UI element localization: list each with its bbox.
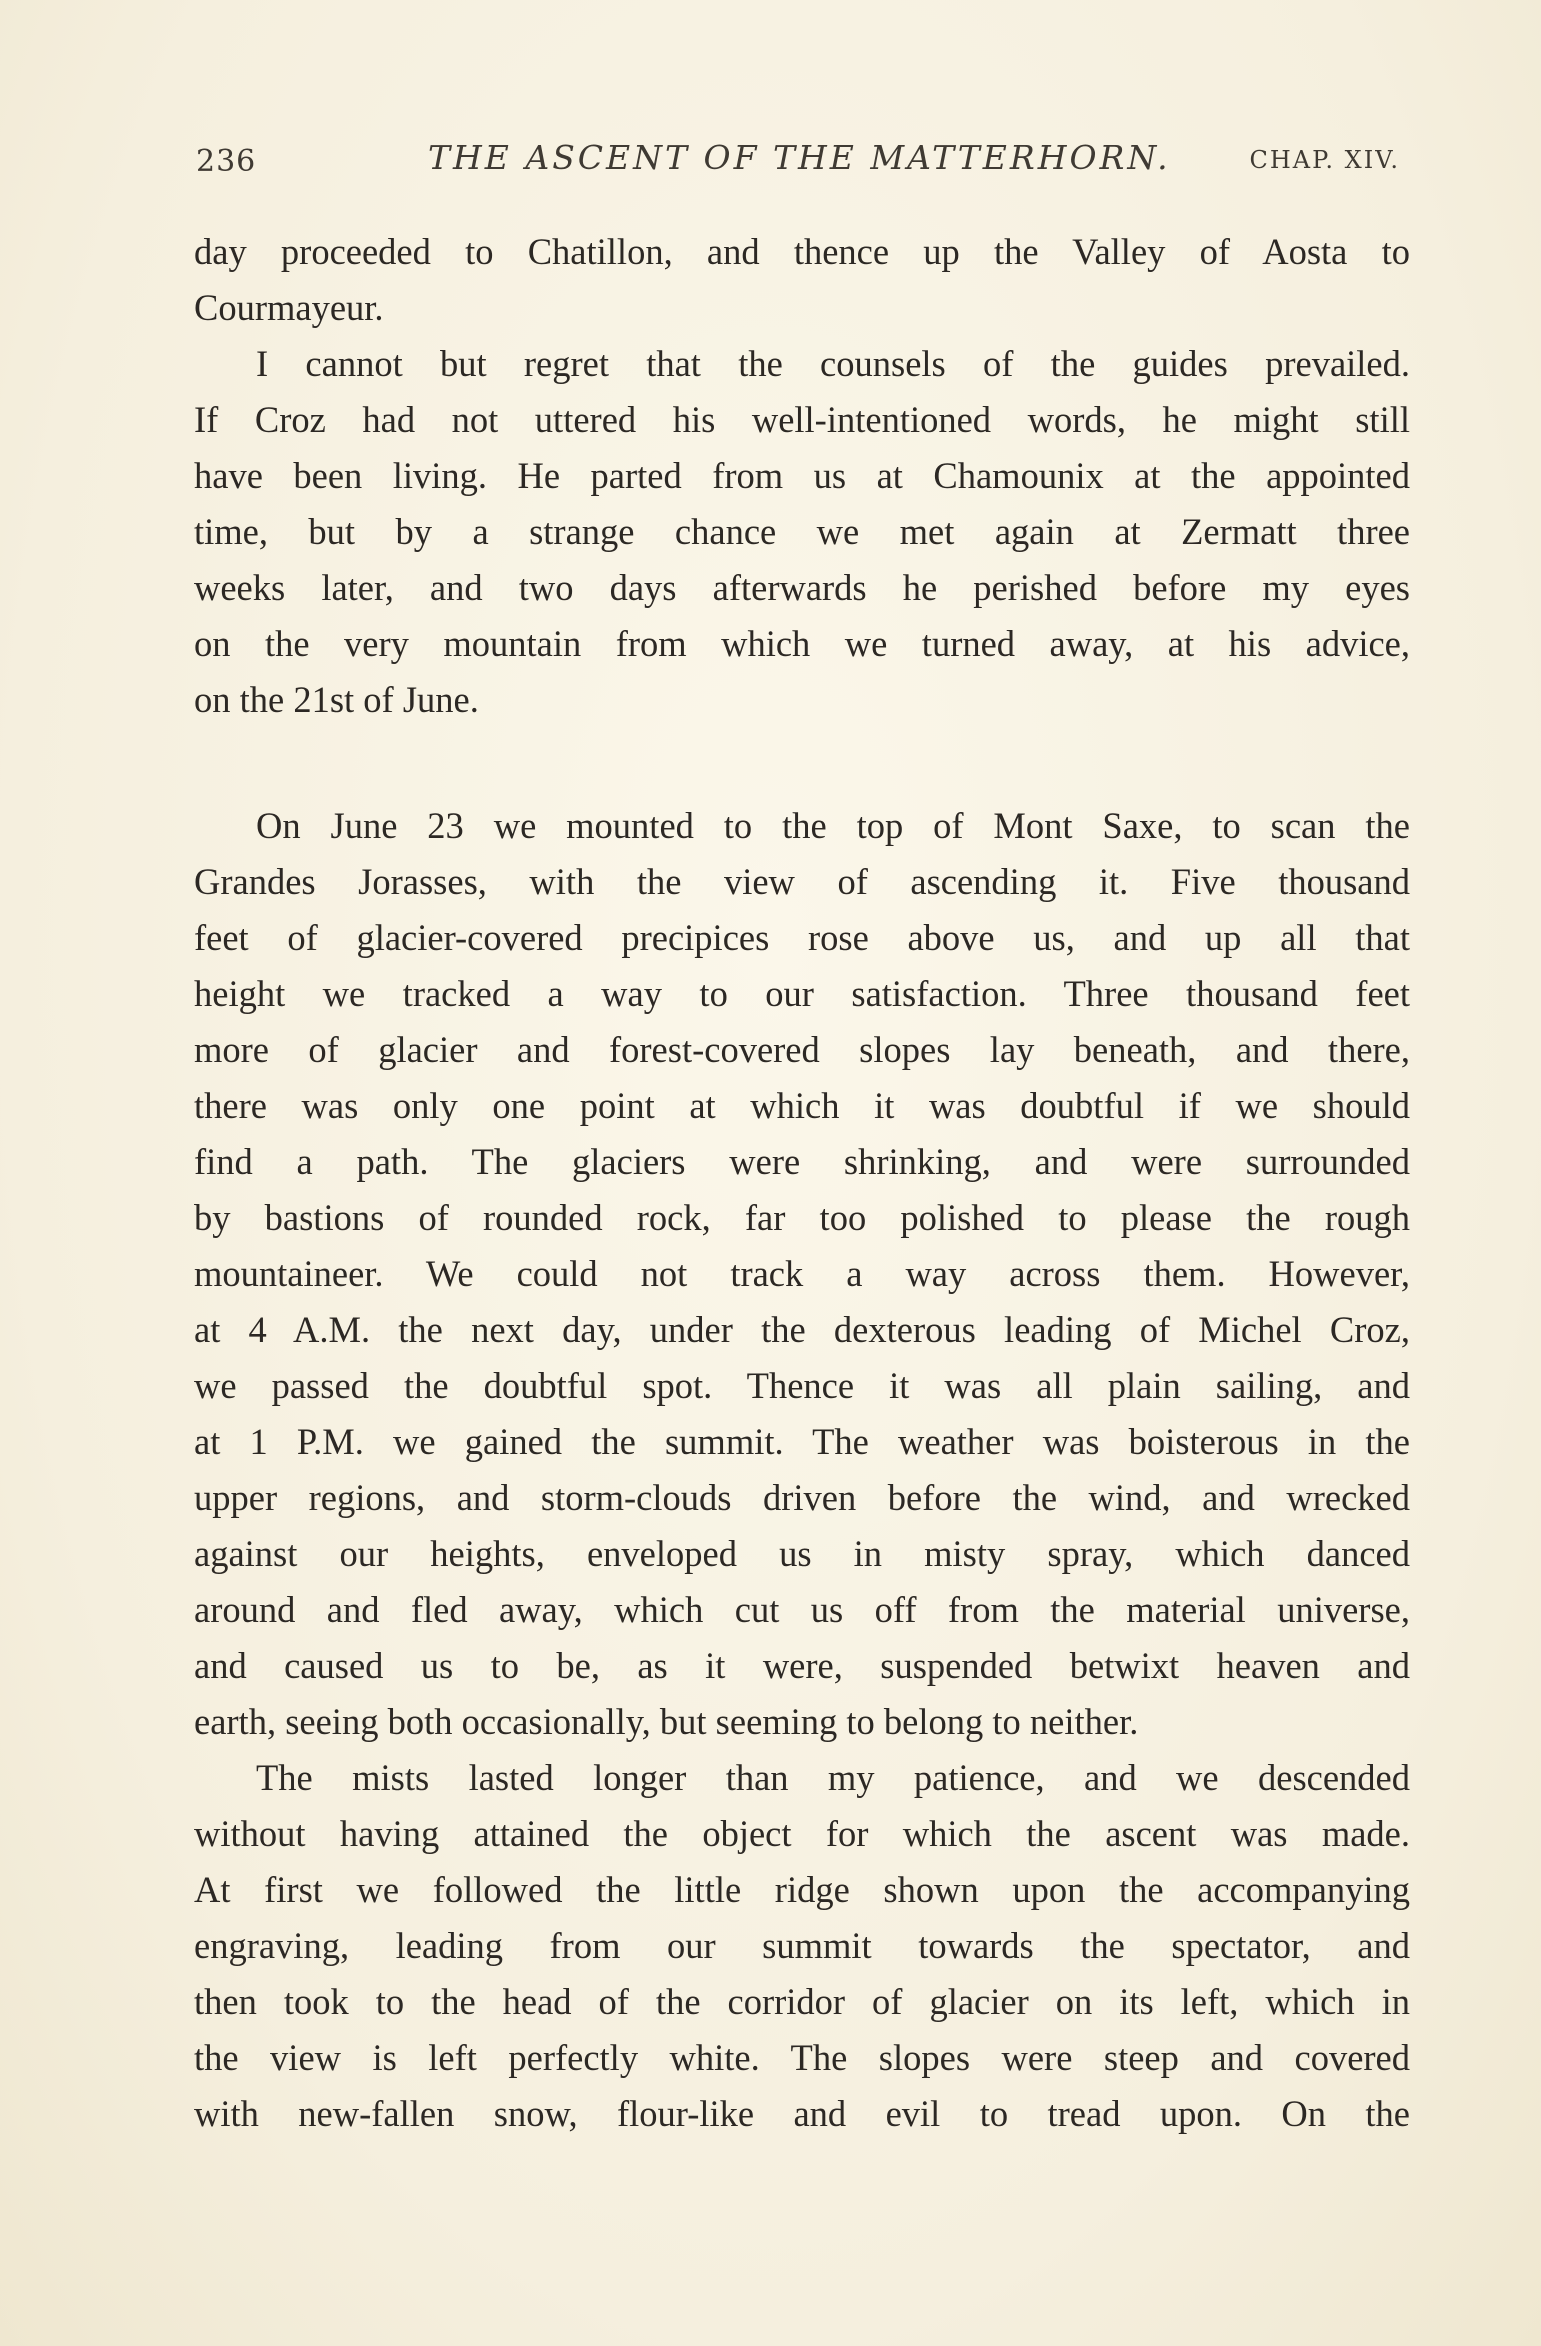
text-line: then took to the head of the corridor of glacier on its left, which in bbox=[194, 1981, 1410, 2022]
text-line: time, but by a strange chance we met again at Zermatt three bbox=[194, 511, 1410, 552]
text-line: day proceeded to Chatillon, and thence up the Valley of Aosta to bbox=[194, 231, 1410, 272]
text-line: I cannot but regret that the counsels of the guides prevailed. bbox=[256, 343, 1410, 384]
text-line: At first we followed the little ridge shown upon the accompanying bbox=[194, 1869, 1410, 1910]
text-line: by bastions of rounded rock, far too polished to please the rough bbox=[194, 1197, 1410, 1238]
chapter-label: CHAP. XIV. bbox=[1249, 146, 1400, 174]
text-line: without having attained the object for which the ascent was made. bbox=[194, 1813, 1410, 1854]
text-line: around and fled away, which cut us off from the material universe, bbox=[194, 1589, 1410, 1630]
paragraph-2 bbox=[194, 336, 1410, 728]
text-line: find a path. The glaciers were shrinking, and were surrounded bbox=[194, 1141, 1410, 1182]
text-line: engraving, leading from our summit towards the spectator, and bbox=[194, 1925, 1410, 1966]
text-line: on the 21st of June. bbox=[194, 679, 479, 720]
text-line: on the very mountain from which we turned away, at his advice, bbox=[194, 623, 1410, 664]
text-line: mountaineer. We could not track a way across them. However, bbox=[194, 1253, 1410, 1294]
paragraph-3 bbox=[194, 798, 1410, 1750]
paragraph-1 bbox=[194, 224, 1410, 336]
paragraph-4 bbox=[194, 1750, 1410, 2142]
text-line: weeks later, and two days afterwards he perished before my eyes bbox=[194, 567, 1410, 608]
page-number: 236 bbox=[196, 144, 257, 179]
text-line: at 4 A.M. the next day, under the dexterous leading of Michel Croz, bbox=[194, 1309, 1410, 1350]
running-header bbox=[196, 138, 1408, 188]
text-line: On June 23 we mounted to the top of Mont Saxe, to scan the bbox=[256, 805, 1410, 846]
text-line: have been living. He parted from us at Chamounix at the appointed bbox=[194, 455, 1410, 496]
text-line: with new-fallen snow, flour-like and evil to tread upon. On the bbox=[194, 2093, 1410, 2134]
text-line: the view is left perfectly white. The slopes were steep and covered bbox=[194, 2037, 1410, 2078]
text-line: Grandes Jorasses, with the view of ascending it. Five thousand bbox=[194, 861, 1410, 902]
text-line: and caused us to be, as it were, suspended betwixt heaven and bbox=[194, 1645, 1410, 1686]
text-line: height we tracked a way to our satisfaction. Three thousand feet bbox=[194, 973, 1410, 1014]
text-line: there was only one point at which it was doubtful if we should bbox=[194, 1085, 1410, 1126]
text-line: we passed the doubtful spot. Thence it was all plain sailing, and bbox=[194, 1365, 1410, 1406]
text-line: at 1 P.M. we gained the summit. The weather was boisterous in the bbox=[194, 1421, 1410, 1462]
text-line: upper regions, and storm-clouds driven before the wind, and wrecked bbox=[194, 1477, 1410, 1518]
text-line: more of glacier and forest-covered slopes lay beneath, and there, bbox=[194, 1029, 1410, 1070]
text-line: against our heights, enveloped us in misty spray, which danced bbox=[194, 1533, 1410, 1574]
text-line: If Croz had not uttered his well-intentioned words, he might still bbox=[194, 399, 1410, 440]
text-line: feet of glacier-covered precipices rose above us, and up all that bbox=[194, 917, 1410, 958]
text-line: The mists lasted longer than my patience, and we descended bbox=[256, 1757, 1410, 1798]
text-line: earth, seeing both occasionally, but seeming to belong to neither. bbox=[194, 1701, 1139, 1742]
running-title: THE ASCENT OF THE MATTERHORN. bbox=[428, 138, 1171, 177]
text-line: Courmayeur. bbox=[194, 287, 384, 328]
